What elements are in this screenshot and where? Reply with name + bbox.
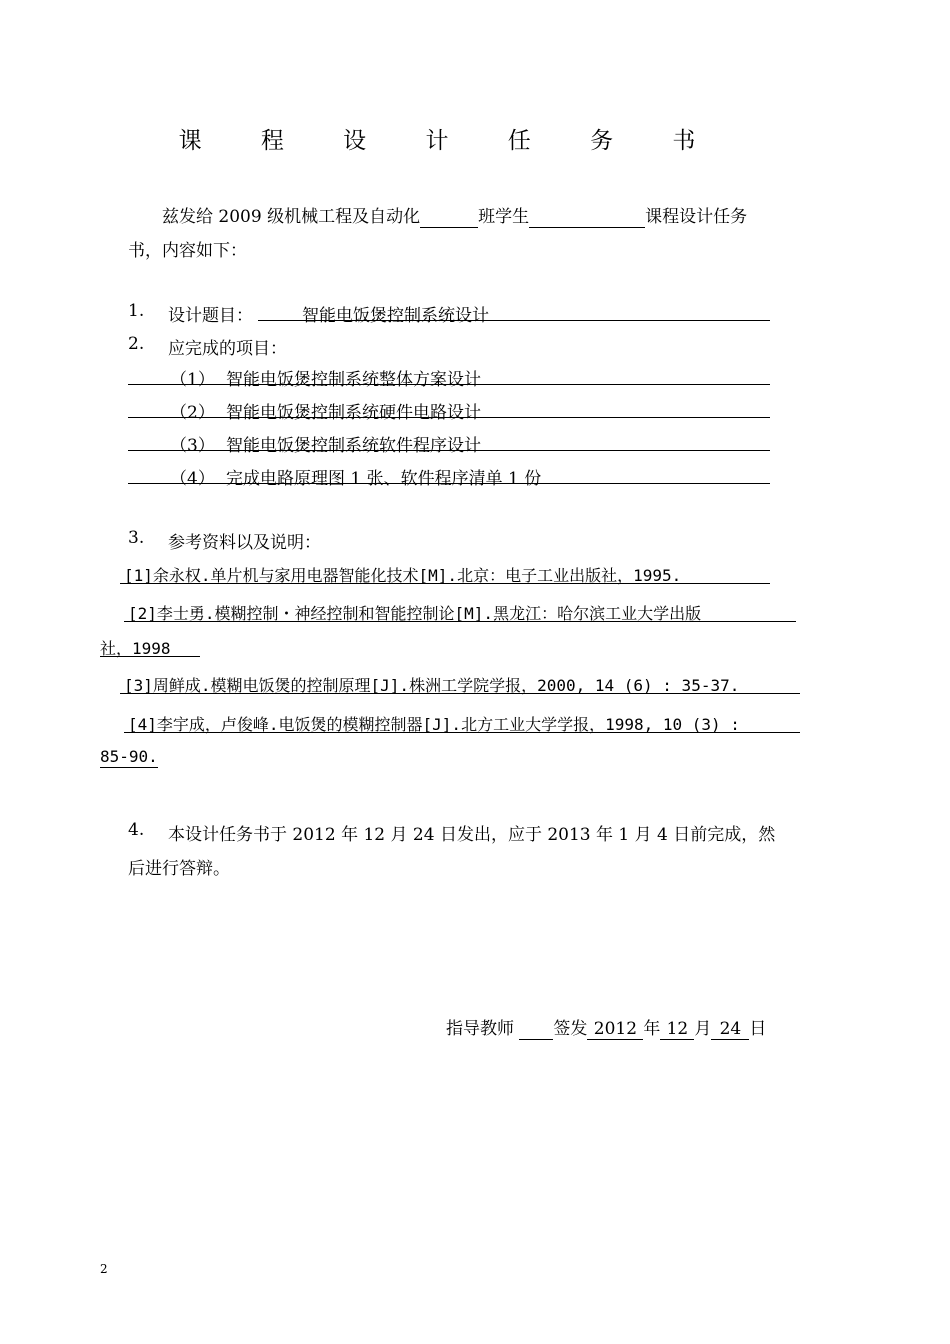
sign-year: 2012 <box>587 1019 643 1040</box>
intro-text-c: 课程设计任务 <box>645 207 748 227</box>
reference-4: [4]李宇成，卢俊峰.电饭煲的模糊控制器[J].北方工业大学学报，1998, 10 (3) : <box>128 715 740 734</box>
signature-line <box>446 1014 766 1040</box>
intro-line-2: 书，内容如下： <box>128 241 247 261</box>
item-4-line-1: 本设计任务书于 2012 年 12 月 24 日发出，应于 2013 年 1 月 4 日前完成，然 <box>168 825 776 845</box>
intro-text-a: 兹发给 2009 级机械工程及自动化 <box>162 207 421 227</box>
item-3-label: 参考资料以及说明： <box>168 533 321 553</box>
subitem-1-number: （1） <box>170 370 215 390</box>
reference-2: [2]李士勇.模糊控制・神经控制和智能控制论[M].黑龙江：哈尔滨工业大学出版 <box>128 604 702 623</box>
item-1-number: 1. <box>128 301 145 321</box>
page-number: 2 <box>100 1262 108 1276</box>
item-4-number: 4. <box>128 820 145 840</box>
intro-text-b: 班学生 <box>478 207 530 227</box>
item-2-label: 应完成的项目： <box>168 339 287 359</box>
item-1-label: 设计题目： <box>168 306 253 326</box>
reference-3: [3]周鲜成.模糊电饭煲的控制原理[J].株洲工学院学报，2000, 14 (6) : 35-37. <box>124 676 740 695</box>
student-blank <box>529 207 645 228</box>
class-blank <box>420 207 478 228</box>
design-topic: 智能电饭煲控制系统设计 <box>302 306 489 326</box>
supervisor-label: 指导教师 <box>446 1019 514 1039</box>
sign-day: 24 <box>711 1019 749 1040</box>
supervisor-blank <box>519 1019 553 1040</box>
ref-4-cont-underline <box>100 767 158 768</box>
item-3-number: 3. <box>128 528 145 548</box>
page-title: 课 程 设 计 任 务 书 <box>178 128 722 154</box>
subitem-4-number: （4） <box>170 469 215 489</box>
subitem-1-text: 智能电饭煲控制系统整体方案设计 <box>226 370 481 390</box>
reference-4-continued: 85-90. <box>100 747 158 766</box>
year-unit: 年 <box>643 1019 661 1039</box>
item-4-line-2: 后进行答辩。 <box>128 859 230 879</box>
subitem-3-text: 智能电饭煲控制系统软件程序设计 <box>226 436 481 456</box>
subitem-2-text: 智能电饭煲控制系统硬件电路设计 <box>226 403 481 423</box>
subitem-2-number: （2） <box>170 403 215 423</box>
item-2-number: 2. <box>128 334 145 354</box>
sign-label: 签发 <box>553 1019 588 1039</box>
reference-1: [1]余永权.单片机与家用电器智能化技术[M].北京：电子工业出版社，1995. <box>124 566 682 585</box>
subitem-3-number: （3） <box>170 436 215 456</box>
month-unit: 月 <box>694 1019 712 1039</box>
sign-month: 12 <box>660 1019 694 1040</box>
reference-2-continued: 社，1998 <box>100 639 171 658</box>
day-unit: 日 <box>749 1019 767 1039</box>
intro-line-1 <box>162 202 747 228</box>
subitem-4-text: 完成电路原理图 1 张、软件程序清单 1 份 <box>226 469 542 489</box>
